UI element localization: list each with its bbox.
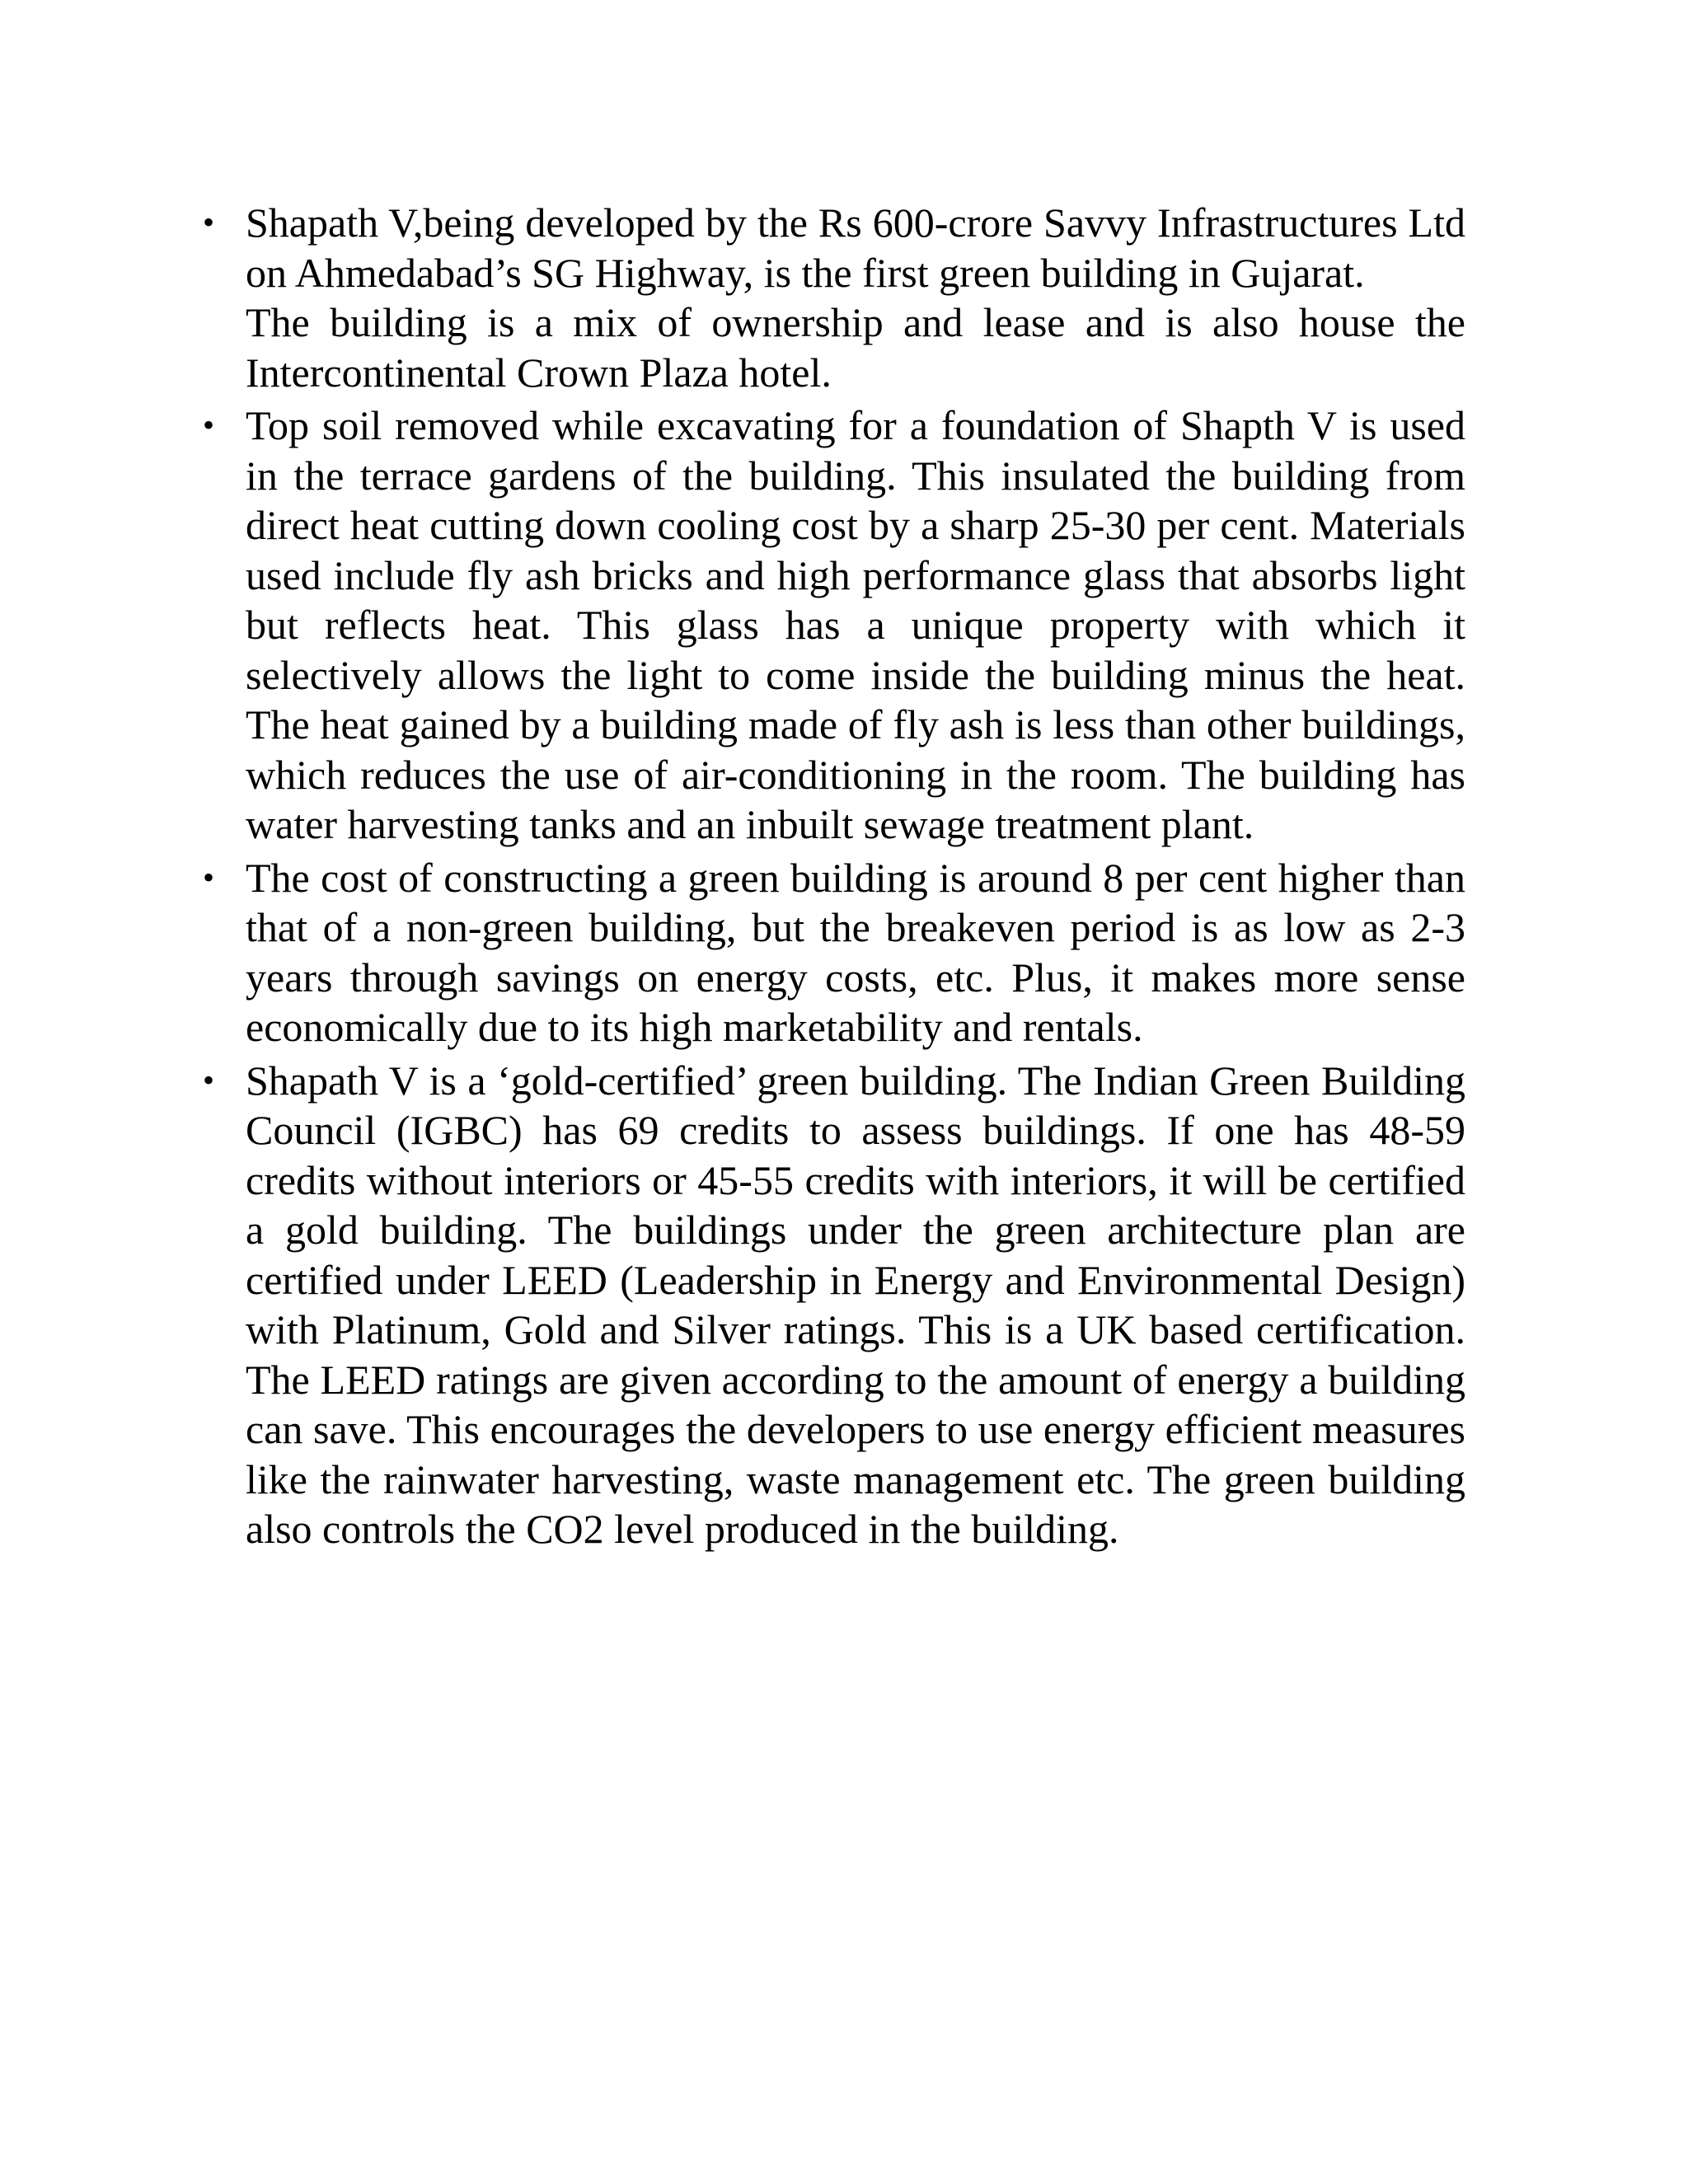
list-item-4 [202,1056,1465,1554]
paragraph: Top soil removed while excavating for a foundation of Shapth V is used in the terrace gardens of the building. This insulated the building from direct heat cutting down cooling cost by a sharp 25-30 per cent. Materials used include fly ash bricks and high performance glass that absorbs light but reflects heat. This glass has a unique property with which it selectively allows the light to come inside the building minus the heat. The heat gained by a building made of fly ash is less than other buildings, which reduces the use of air-conditioning in the room. The building has water harvesting tanks and an inbuilt sewage treatment plant. [246,402,1465,847]
document-body [202,198,1465,1558]
bullet-icon: • [202,858,214,896]
bullet-icon: • [202,204,214,241]
list-item-2 [202,401,1465,850]
bullet-icon: • [202,1061,214,1099]
bullet-icon: • [202,406,214,443]
list-item-1 [202,198,1465,397]
paragraph: The cost of constructing a green building is around 8 per cent higher than that of a non-green building, but the breakeven period is as low as 2-3 years through savings on energy costs, etc. Plus, it makes more sense economically due to its high marketability and rentals. [246,854,1465,1050]
paragraph: Shapath V is a ‘gold-certified’ green building. The Indian Green Building Council (IGBC) has 69 credits to assess buildings. If one has 48-59 credits without interiors or 45-55 credits with interiors, it will be certified a gold building. The buildings under the green architecture plan are certified under LEED (Leadership in Energy and Environmental Design) with Platinum, Gold and Silver ratings. This is a UK based certification. The LEED ratings are given according to the amount of energy a building can save. This encourages the developers to use energy efficient measures like the rainwater harvesting, waste management etc. The green building also controls the CO2 level produced in the building. [246,1057,1465,1552]
list-item-3 [202,853,1465,1052]
paragraph: The building is a mix of ownership and lease and is also house the Intercontinental Crown Plaza hotel. [246,299,1465,396]
paragraph: Shapath V,being developed by the Rs 600-crore Savvy Infrastructures Ltd on Ahmedabad’s SG Highway, is the first green building in Gujarat. [246,199,1465,296]
bullet-list [202,198,1465,1554]
